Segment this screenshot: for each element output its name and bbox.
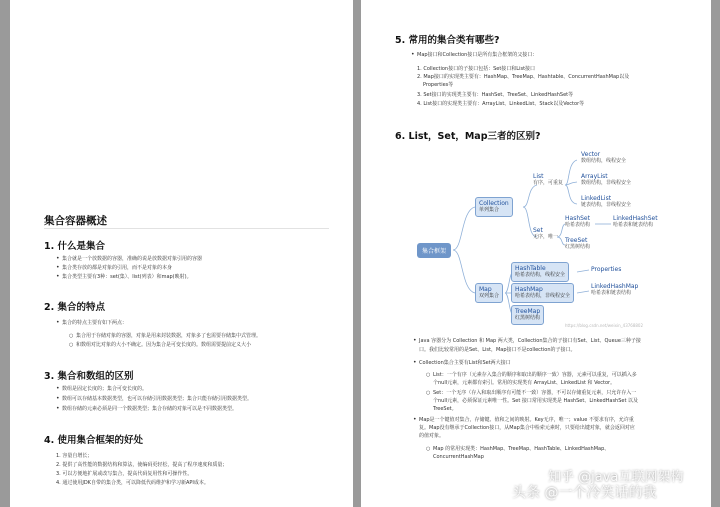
s3-bullet: • 数组可以存储基本数据类型，也可以存储引用数据类型；集合只能存储引用数据类型。 [62, 396, 252, 402]
node-name: Set [533, 227, 543, 234]
s2-sub-item: ○ 集合用于存储对象的容器，对象是用来封装数据，对象多了也需要存储集中式管理。 [76, 333, 261, 339]
node-desc: 有序，可重复 [533, 180, 564, 186]
node-properties [591, 266, 621, 273]
s6-para: • Map是一个键值对集合，存储键、值和之间的映射。Key无序，唯一；value 不要求有序，允许重 [419, 417, 634, 423]
s6-para: 个null元素，必须保证元素唯一性。Set 接口常用实现类是 HashSet、LinkedHashSet 以及 [433, 398, 639, 404]
left-page [10, 0, 353, 507]
s6-para: ○ List：一个有序（元素存入集合的顺序和取出的顺序一致）容器，元素可以重复，可以插入多 [433, 372, 637, 378]
s2-intro: • 集合的特点主要有如下两点： [62, 320, 127, 326]
diagram-source-watermark: https://blog.csdn.net/weixin_43768802 [565, 323, 644, 328]
s1-bullet: • 集合类型主要有3种：set(集）、list(列表）和map(映射)。 [62, 274, 192, 280]
s1-bullet: • 集合类存放的都是对象的引用，而不是对象的本身 [62, 265, 172, 271]
node-desc: 数组结构，非线程安全 [581, 180, 632, 186]
node-name: Properties [591, 266, 622, 273]
s5-item: Properties等 [423, 82, 454, 88]
s6-para: 个null元素，元素都有索引。常用的实现类有 ArrayList、LinkedList 和 Vector。 [433, 380, 616, 386]
node-name: Map [479, 286, 492, 293]
mindmap-root: 集合框架 [417, 243, 451, 258]
zhihu-watermark: 知乎 @java互联网架构 [548, 470, 684, 485]
s6-para: • Collection集合主要有List和Set两大接口 [419, 360, 511, 366]
node-name: Vector [581, 151, 601, 158]
s3-bullet: • 数组是固定长度的；集合可变长度的。 [62, 386, 147, 392]
s6-para: ConcurrentHashMap [433, 454, 484, 460]
s4-item: 1. 容量自增长； [56, 453, 93, 459]
left-page-title: 集合容器概述 [44, 215, 107, 227]
s6-para: 复。Map没有继承于Collection接口，从Map集合中检索元素时，只要给出键对象，就会返回对应 [419, 425, 635, 431]
s6-para: TreeSet。 [433, 406, 457, 412]
node-linkedhashset [613, 215, 658, 229]
s5-item: 3. Set接口的实现类主要有：HashSet、TreeSet、LinkedHashSet等 [417, 92, 574, 98]
toutiao-watermark: 头条 @一个冷笑话的我 [512, 485, 657, 501]
node-linkedlist [581, 195, 631, 209]
s4-item: 4. 通过使用JDK自带的集合类，可以降低代码维护和学习新API成本。 [56, 480, 209, 486]
node-collection [475, 197, 513, 217]
node-desc: 数组结构，线程安全 [581, 158, 627, 164]
node-name: LinkedList [581, 195, 612, 202]
node-name: HashSet [565, 215, 590, 222]
node-name: HashMap [515, 286, 543, 293]
title-rule [44, 228, 329, 229]
node-desc: 双列集合 [479, 293, 500, 299]
section-1-heading: 1. 什么是集合 [44, 241, 106, 252]
node-name: LinkedHashMap [591, 283, 639, 290]
s5-item: 2. Map接口的实现类主要有：HashMap、TreeMap、Hashtable、ConcurrentHashMap以及 [417, 74, 630, 80]
node-desc: 哈希表和链表结构 [591, 290, 632, 296]
node-desc: 链表结构，非线程安全 [581, 202, 632, 208]
s6-para: • Java 容器分为 Collection 和 Map 两大类，Collection集合的子接口有Set、List、Queue三种子接 [419, 338, 641, 344]
node-desc: 无序，唯一 [533, 234, 559, 240]
node-vector [581, 151, 626, 165]
s6-para: ○ Set：一个无序（存入和取出顺序有可能不一致）容器，不可以存储重复元素，只允许存入一 [433, 390, 636, 396]
node-desc: 红黑树结构 [515, 315, 541, 321]
node-hashtable [511, 262, 569, 282]
node-hashmap [511, 283, 574, 303]
s3-bullet: • 数组存储的元素必须是同一个数据类型；集合存储的对象可以是不同数据类型。 [62, 406, 237, 412]
node-arraylist [581, 173, 631, 187]
node-name: List [533, 173, 544, 180]
node-name: ArrayList [581, 173, 608, 180]
node-hashset [565, 215, 590, 229]
s5-bullet: • Map接口和Collection接口是所有集合框架的父接口： [417, 52, 537, 58]
node-desc: 哈希表结构，非线程安全 [515, 293, 571, 299]
node-name: TreeMap [515, 308, 541, 315]
node-desc: 哈希表结构 [565, 222, 591, 228]
section-6-heading: 6. List，Set，Map三者的区别? [395, 131, 541, 142]
node-name: LinkedHashSet [613, 215, 658, 222]
s1-bullet: • 集合就是一个放数据的容器，准确的说是放数据对象引用的容器 [62, 256, 202, 262]
section-3-heading: 3. 集合和数组的区别 [44, 371, 134, 382]
section-5-heading: 5. 常用的集合类有哪些? [395, 35, 500, 46]
node-desc: 红黑树结构 [565, 244, 591, 250]
node-set [533, 227, 558, 241]
section-2-heading: 2. 集合的特点 [44, 302, 106, 313]
node-linkedhashmap [591, 283, 638, 297]
node-treeset [565, 237, 590, 251]
node-name: TreeSet [565, 237, 588, 244]
node-desc: 哈希表和链表结构 [613, 222, 654, 228]
s6-para: 口。我们比较常用的是Set、List，Map接口不是collection的子接口。 [419, 347, 576, 353]
s2-sub-item: ○ 和数组对比对象的大小不确定。因为集合是可变长度的。数组需要提前定义大小 [76, 342, 251, 348]
node-map [475, 283, 503, 303]
s5-item: 1. Collection接口的子接口包括：Set接口和List接口 [417, 66, 536, 72]
section-4-heading: 4. 使用集合框架的好处 [44, 435, 144, 446]
node-name: Collection [479, 200, 509, 207]
s4-item: 3. 可以方便地扩展或改写集合，提高代码复用性和可操作性。 [56, 471, 193, 477]
collection-mindmap [405, 145, 705, 330]
node-name: HashTable [515, 265, 546, 272]
node-desc: 哈希表结构，线程安全 [515, 272, 566, 278]
s4-item: 2. 提供了高性能的数据结构和算法，使编码更轻松，提高了程序速度和质量； [56, 462, 228, 468]
node-desc: 单列集合 [479, 207, 500, 213]
s6-para: ○ Map 的常用实现类：HashMap、TreeMap、HashTable、LinkedHashMap、 [433, 446, 609, 452]
node-list [533, 173, 563, 187]
right-page [361, 0, 711, 507]
node-treemap [511, 305, 544, 325]
s6-para: 的值对象。 [419, 433, 445, 439]
s5-item: 4. List接口的实现类主要有：ArrayList、LinkedList、Stack以及Vector等 [417, 101, 585, 107]
